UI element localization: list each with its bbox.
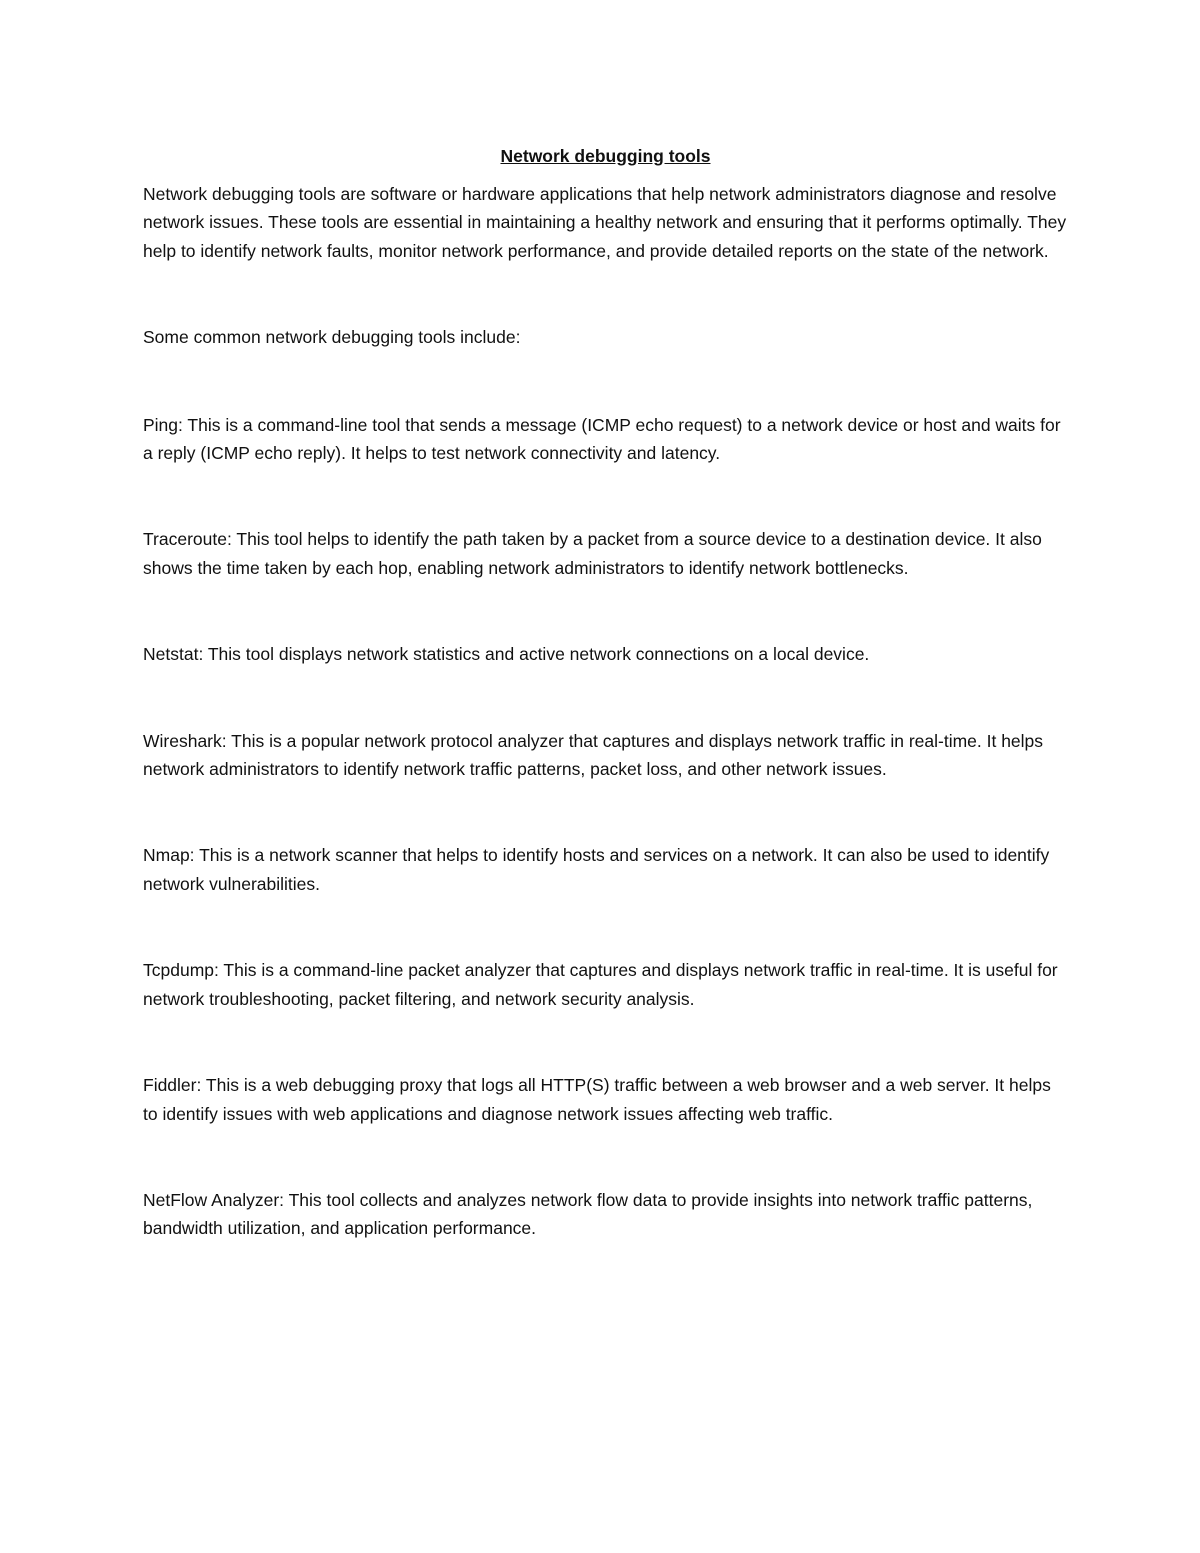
tool-paragraph-traceroute: Traceroute: This tool helps to identify the path taken by a packet from a source device to a destination device. It also shows the time taken by each hop, enabling network administrators to identify network bottlenecks. — [143, 529, 1042, 578]
tool-paragraph-netflow-analyzer: NetFlow Analyzer: This tool collects and analyzes network flow data to provide insights into network traffic patterns, bandwidth utilization, and application performance. — [143, 1189, 1033, 1239]
tool-paragraph-wireshark: Wireshark: This is a popular network protocol analyzer that captures and displays network traffic in real-time. It helps network administrators to identify network traffic patterns, packet loss, and other network issues. — [143, 730, 1044, 780]
tool-paragraph-netstat: Netstat: This tool displays network statistics and active network connections on a local device. — [143, 644, 870, 665]
intro-paragraph: Network debugging tools are software or hardware applications that help network administrators diagnose and resolve network issues. These tools are essential in maintaining a healthy network and ensuring that it performs optimally. They help to identify network faults, monitor network performance, and provide detailed reports on the state of the network. — [143, 184, 1067, 261]
tool-paragraph-ping: Ping: This is a command-line tool that sends a message (ICMP echo request) to a network device or host and waits for a reply (ICMP echo reply). It helps to test network connectivity and latency. — [143, 414, 1061, 464]
document-title: Network debugging tools — [500, 146, 711, 166]
tool-paragraph-tcpdump: Tcpdump: This is a command-line packet analyzer that captures and displays network traffic in real-time. It is useful for network troubleshooting, packet filtering, and network security analysis. — [143, 960, 1058, 1009]
tools-lead-paragraph: Some common network debugging tools include: — [143, 327, 521, 348]
tool-paragraph-fiddler: Fiddler: This is a web debugging proxy that logs all HTTP(S) traffic between a web browser and a web server. It helps to identify issues with web applications and diagnose network issues affecting web traffic. — [143, 1075, 1051, 1124]
document-body — [143, 142, 1068, 1301]
tool-paragraph-nmap: Nmap: This is a network scanner that helps to identify hosts and services on a network. It can also be used to identify network vulnerabilities. — [143, 845, 1050, 894]
